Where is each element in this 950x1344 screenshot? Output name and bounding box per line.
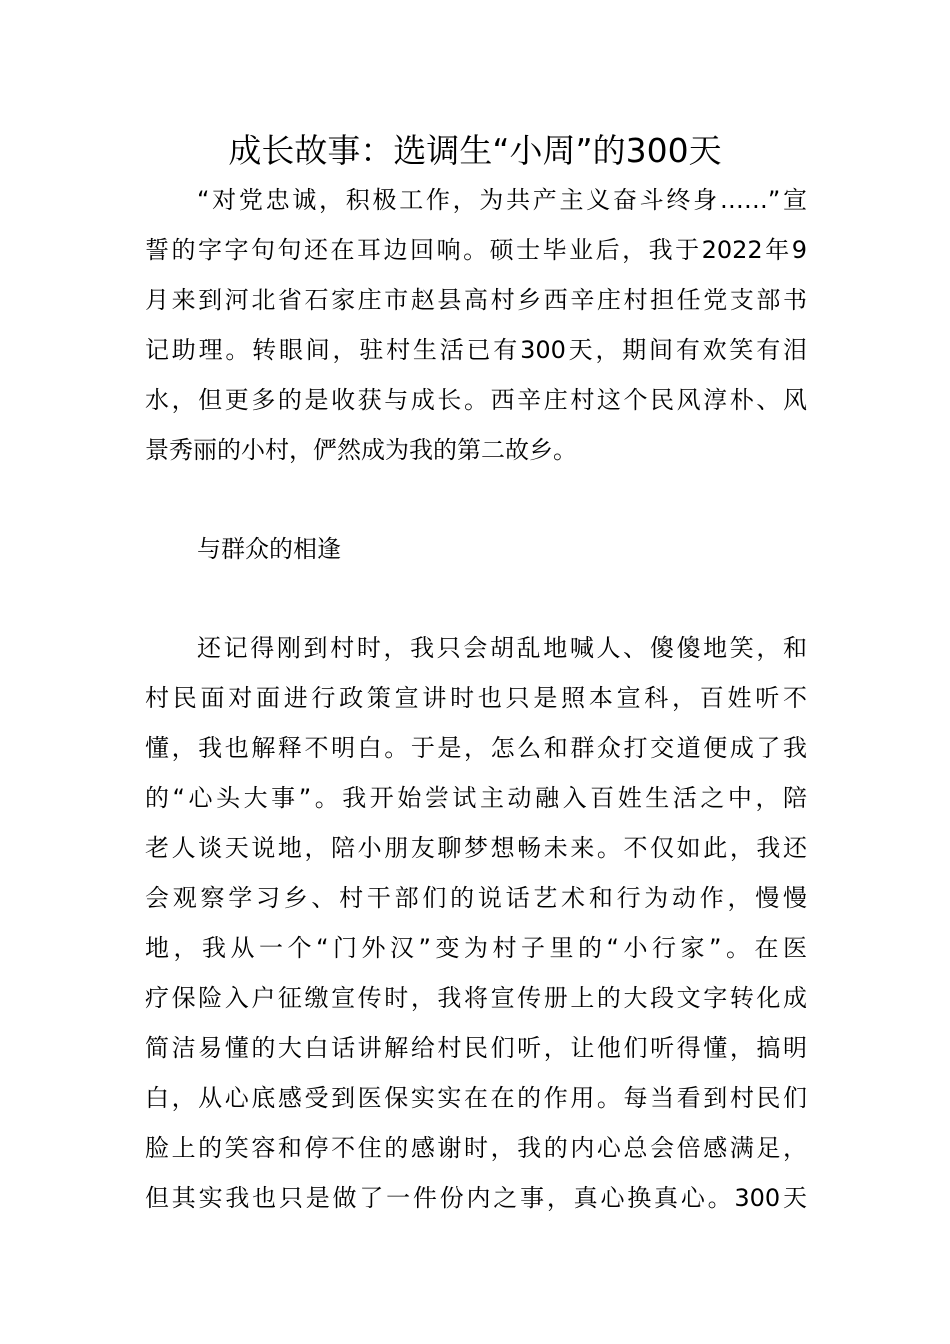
section-heading: 与群众的相逢 — [197, 535, 341, 563]
body-line-5: 老人谈天说地，陪小朋友聊梦想畅未来。不仅如此，我还 — [145, 834, 807, 862]
intro-line-5: 水，但更多的是收获与成长。西辛庄村这个民风淳朴、风 — [145, 386, 807, 414]
body-line-12: 但其实我也只是做了一件份内之事，真心换真心。300天 — [145, 1184, 807, 1212]
body-line-8: 疗保险入户征缴宣传时，我将宣传册上的大段文字转化成 — [145, 984, 807, 1012]
body-line-6: 会观察学习乡、村干部们的说话艺术和行为动作，慢慢 — [145, 884, 807, 912]
body-line-2: 村民面对面进行政策宣讲时也只是照本宣科，百姓听不 — [145, 684, 807, 712]
intro-line-2: 誓的字字句句还在耳边回响。硕士毕业后，我于2022年9 — [145, 236, 807, 264]
body-line-7: 地，我从一个“门外汉”变为村子里的“小行家”。在医 — [145, 934, 807, 962]
body-line-10: 白，从心底感受到医保实实在在的作用。每当看到村民们 — [145, 1084, 807, 1112]
body-line-3: 懂，我也解释不明白。于是，怎么和群众打交道便成了我 — [145, 734, 807, 762]
document-title: 成长故事：选调生“小周”的300天 — [228, 131, 722, 170]
intro-line-3: 月来到河北省石家庄市赵县高村乡西辛庄村担任党支部书 — [145, 286, 807, 314]
body-line-4: 的“心头大事”。我开始尝试主动融入百姓生活之中，陪 — [145, 784, 807, 812]
intro-line-1: “对党忠诚，积极工作，为共产主义奋斗终身……”宣 — [197, 186, 807, 214]
intro-line-6: 景秀丽的小村，俨然成为我的第二故乡。 — [145, 436, 577, 464]
body-line-9: 简洁易懂的大白话讲解给村民们听，让他们听得懂，搞明 — [145, 1034, 807, 1062]
body-line-1: 还记得刚到村时，我只会胡乱地喊人、傻傻地笑，和 — [197, 634, 807, 662]
intro-line-4: 记助理。转眼间，驻村生活已有300天，期间有欢笑有泪 — [145, 336, 807, 364]
body-line-11: 脸上的笑容和停不住的感谢时，我的内心总会倍感满足， — [145, 1134, 807, 1162]
